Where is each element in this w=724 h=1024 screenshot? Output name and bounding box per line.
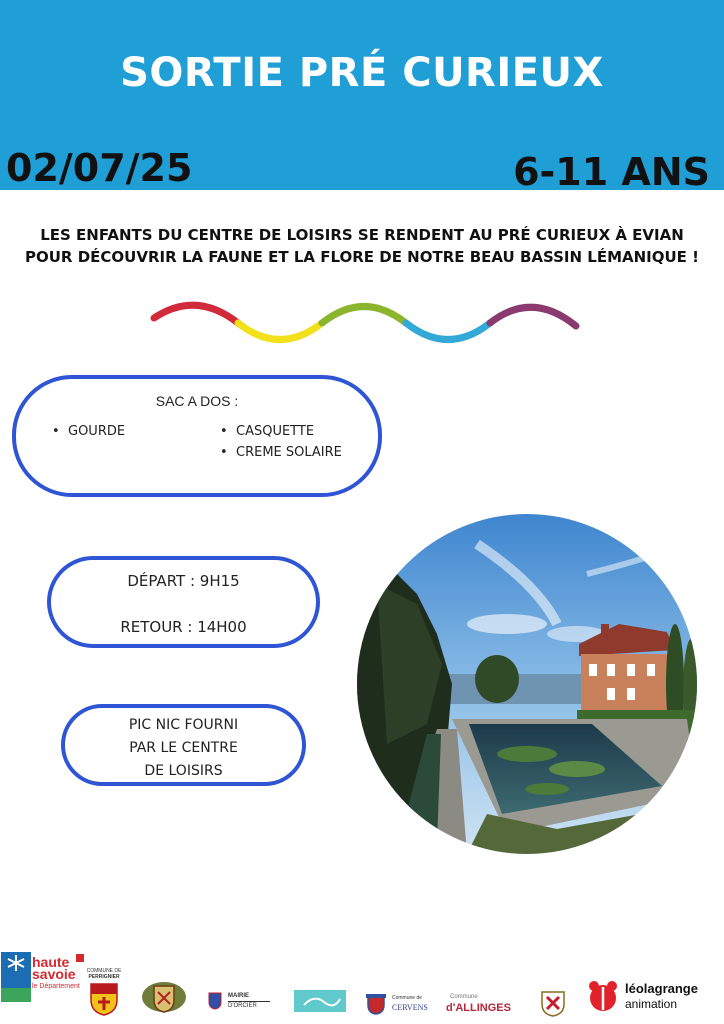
crest-2-icon — [538, 988, 568, 1018]
wave-segment-purple — [490, 307, 576, 326]
picnic-line-1: PIC NIC FOURNI — [128, 717, 239, 733]
teal-association-logo — [294, 990, 346, 1012]
backpack-list-right — [218, 421, 342, 463]
wave-segment-blue — [406, 323, 490, 340]
orcier-shield-icon — [208, 992, 222, 1010]
intro-line-1: LES ENFANTS DU CENTRE DE LOISIRS SE RENDENT AU PRÉ CURIEUX À EVIAN — [40, 226, 684, 244]
partner-logos — [0, 946, 724, 1024]
picnic-text — [65, 714, 302, 783]
garden-photo-illustration — [357, 514, 697, 854]
swirl-icon — [294, 990, 346, 1012]
list-item: • CREME SOLAIRE — [218, 442, 342, 463]
departure-time: DÉPART : 9H15 — [127, 572, 240, 590]
leo-lagrange-symbol-icon — [585, 978, 621, 1012]
wave-segment-red — [154, 305, 238, 323]
return-time: RETOUR : 14H00 — [120, 618, 247, 636]
picnic-box — [61, 704, 306, 786]
picnic-line-2: PAR LE CENTRE — [129, 740, 238, 756]
commune-crest-2-logo — [538, 988, 568, 1018]
event-date: 02/07/25 — [6, 146, 193, 190]
haute-savoie-logo: haute savoie le Département — [32, 954, 84, 994]
allinges-logo: Commune d'ALLINGES — [446, 994, 511, 1014]
page-title: SORTIE PRÉ CURIEUX — [120, 50, 604, 96]
intro-line-2: POUR DÉCOUVRIR LA FAUNE ET LA FLORE DE NOTRE BEAU BASSIN LÉMANIQUE ! — [25, 248, 699, 266]
backpack-box — [12, 375, 382, 497]
garden-photo — [357, 514, 697, 854]
picnic-line-3: DE LOISIRS — [144, 763, 223, 779]
list-item: • CASQUETTE — [218, 421, 342, 442]
wave-decoration — [148, 298, 584, 348]
intro-text — [0, 224, 724, 268]
commune-crest-logo — [140, 980, 188, 1014]
backpack-title: SAC A DOS : — [155, 393, 239, 409]
orcier-logo: MAIRIE D'ORCIER — [208, 992, 274, 1014]
cervens-logo: Commune de CERVENS — [364, 992, 434, 1016]
snowflake-icon — [1, 952, 31, 974]
cervens-crest-icon — [364, 992, 388, 1016]
crest-icon — [140, 980, 188, 1014]
perrignier-shield-icon — [89, 982, 119, 1016]
caf-logo — [1, 952, 31, 1002]
leo-lagrange-logo: léolagrange animation — [585, 978, 715, 1014]
backpack-list-left — [50, 421, 125, 442]
list-item: • GOURDE — [50, 421, 125, 442]
wave-segment-yellow — [238, 323, 322, 340]
age-range: 6-11 ANS — [513, 150, 710, 194]
schedule-box — [47, 556, 320, 648]
perrignier-logo: COMMUNE DE PERRIGNIER — [84, 968, 124, 1020]
wave-segment-green — [322, 307, 406, 324]
